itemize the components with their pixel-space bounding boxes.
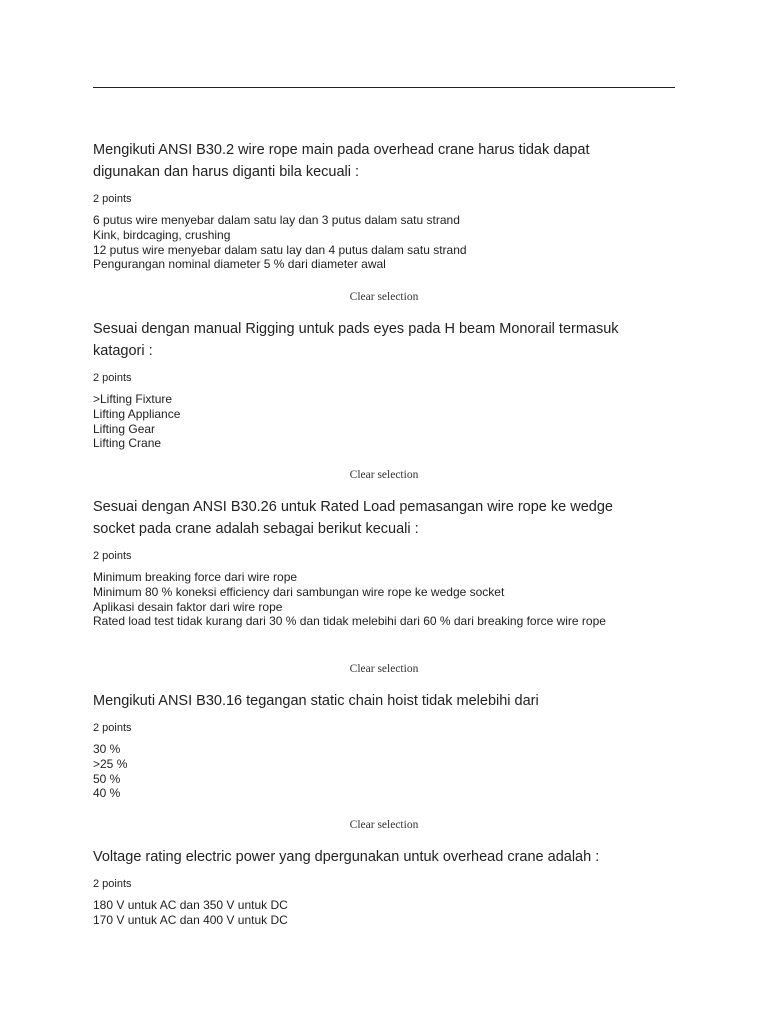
question-title: Voltage rating electric power yang dpergunakan untuk overhead crane adalah :: [93, 849, 600, 865]
option-item[interactable]: Minimum 80 % koneksi efficiency dari sambungan wire rope ke wedge socket: [93, 584, 505, 599]
question-title: Sesuai dengan ANSI B30.26 untuk Rated Load pemasangan wire rope ke wedge socket pada crane adalah sebagai berikut kecuali :: [93, 499, 613, 537]
top-divider: [93, 87, 675, 88]
option-item[interactable]: >Lifting Fixture: [93, 392, 173, 406]
question-points: 2 points: [93, 372, 132, 384]
question-points: 2 points: [93, 193, 132, 205]
option-item[interactable]: 180 V untuk AC dan 350 V untuk DC: [93, 898, 288, 912]
option-item[interactable]: 170 V untuk AC dan 400 V untuk DC: [93, 912, 288, 927]
options-list: [93, 213, 653, 272]
clear-selection-button[interactable]: Clear selection: [349, 819, 419, 831]
option-item[interactable]: Lifting Gear: [93, 421, 156, 436]
question-5: [93, 846, 653, 928]
option-item[interactable]: 6 putus wire menyebar dalam satu lay dan 3 putus dalam satu strand: [93, 213, 460, 227]
question-4: [93, 690, 653, 801]
question-points: 2 points: [93, 722, 132, 734]
clear-selection-button[interactable]: Clear selection: [349, 469, 419, 481]
option-item[interactable]: 12 putus wire menyebar dalam satu lay dan 4 putus dalam satu strand: [93, 242, 467, 257]
question-2: [93, 318, 653, 451]
option-item[interactable]: Aplikasi desain faktor dari wire rope: [93, 599, 283, 614]
options-list: [93, 742, 653, 801]
clear-selection-button[interactable]: Clear selection: [349, 663, 419, 675]
question-title: Sesuai dengan manual Rigging untuk pads eyes pada H beam Monorail termasuk katagori :: [93, 321, 619, 359]
options-list: [93, 392, 653, 451]
question-points: 2 points: [93, 550, 132, 562]
options-list: [93, 898, 653, 928]
question-title: Mengikuti ANSI B30.16 tegangan static chain hoist tidak melebihi dari: [93, 693, 539, 709]
options-list: [93, 570, 653, 629]
option-item[interactable]: 50 %: [93, 771, 121, 786]
option-item[interactable]: 40 %: [93, 786, 121, 801]
question-3: [93, 496, 653, 629]
question-title: Mengikuti ANSI B30.2 wire rope main pada overhead crane harus tidak dapat digunakan dan harus diganti bila kecuali :: [93, 142, 590, 180]
option-item[interactable]: >25 %: [93, 756, 128, 771]
option-item[interactable]: Lifting Crane: [93, 436, 162, 451]
clear-selection-button[interactable]: Clear selection: [349, 291, 419, 303]
option-item[interactable]: Lifting Appliance: [93, 406, 181, 421]
option-item[interactable]: 30 %: [93, 742, 121, 756]
option-item[interactable]: Kink, birdcaging, crushing: [93, 227, 231, 242]
question-points: 2 points: [93, 878, 132, 890]
option-item[interactable]: Pengurangan nominal diameter 5 % dari diameter awal: [93, 257, 386, 272]
question-1: [93, 139, 653, 272]
option-item[interactable]: Minimum breaking force dari wire rope: [93, 570, 298, 584]
option-item[interactable]: Rated load test tidak kurang dari 30 % dan tidak melebihi dari 60 % dari breaking force wire rope: [93, 614, 606, 629]
